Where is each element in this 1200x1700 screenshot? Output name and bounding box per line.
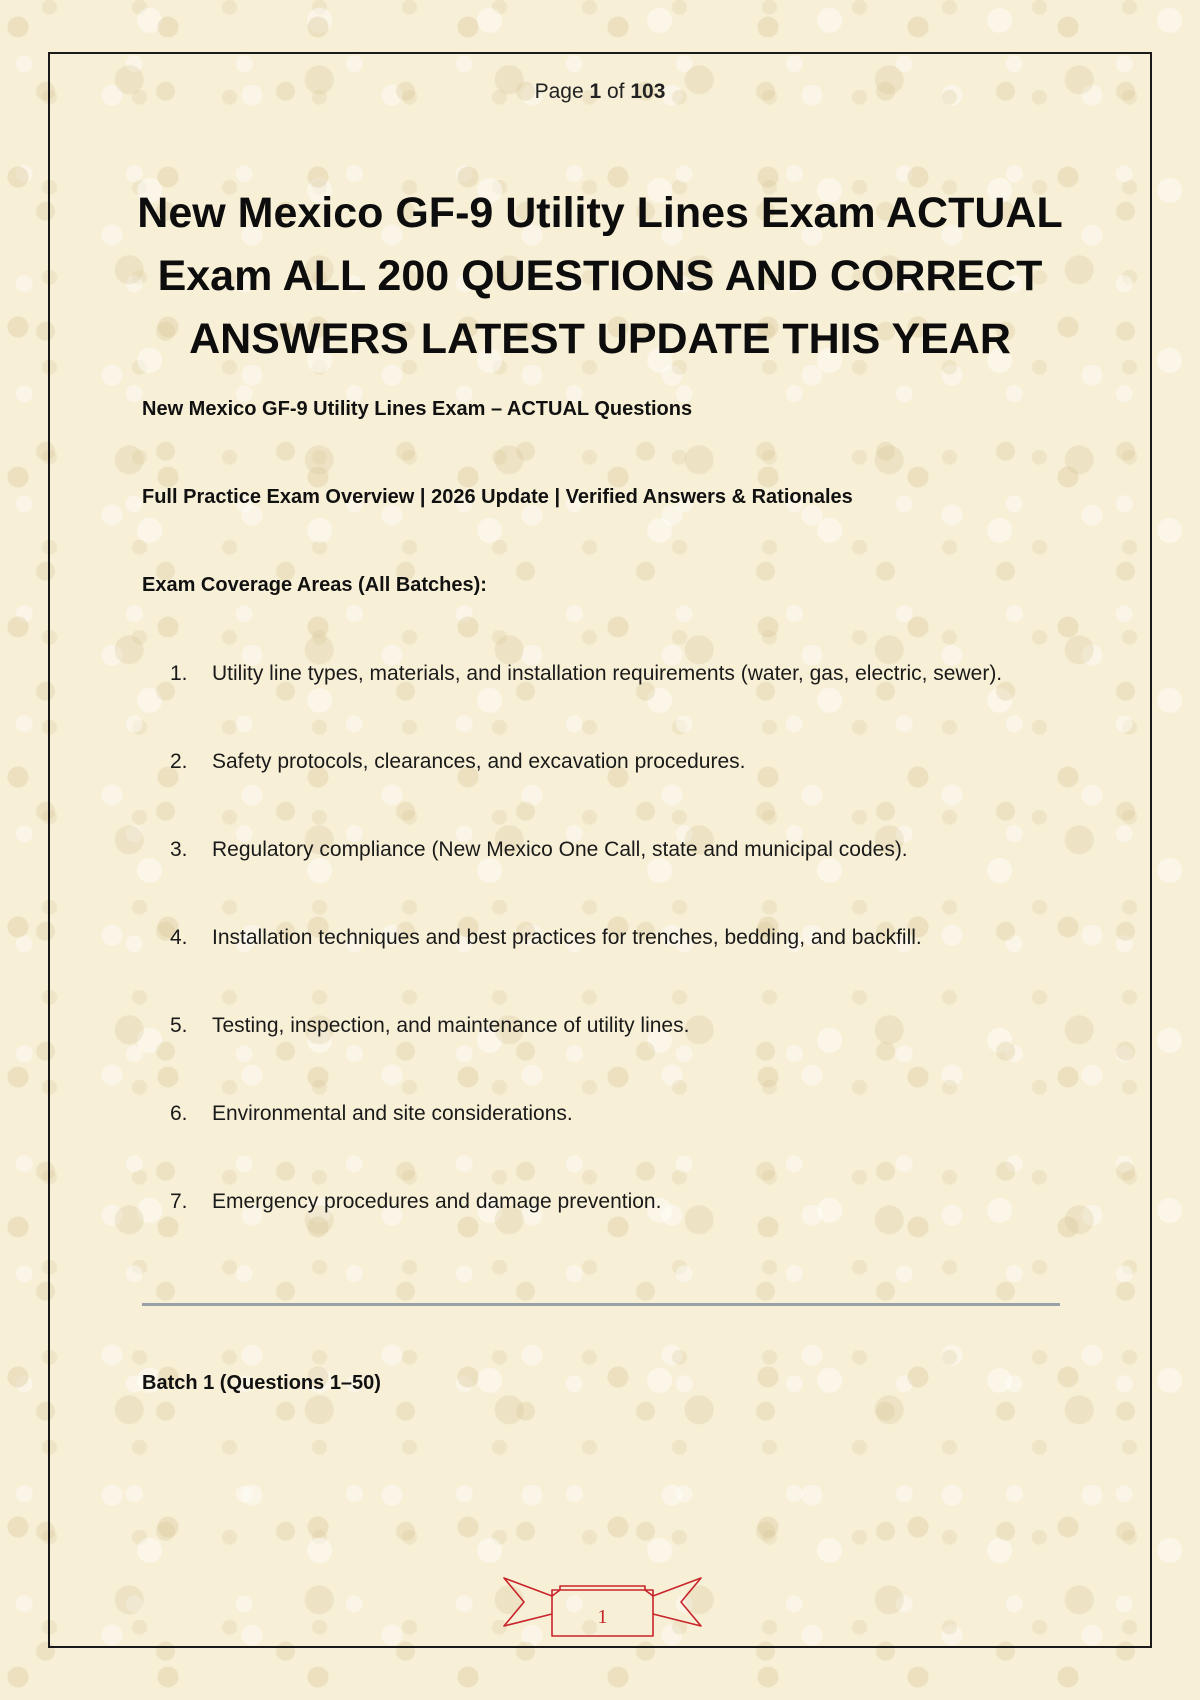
section-divider	[142, 1303, 1060, 1306]
list-item-text: Environmental and site considerations.	[212, 1102, 573, 1125]
list-item-number: 5.	[170, 1014, 188, 1037]
list-item	[170, 838, 1002, 926]
page-number-ribbon	[500, 1574, 705, 1640]
page-counter-separator: of	[607, 80, 625, 103]
batch-heading: Batch 1 (Questions 1–50)	[142, 1372, 381, 1394]
list-item	[170, 750, 1002, 838]
list-item-text: Installation techniques and best practices for trenches, bedding, and backfill.	[212, 926, 922, 949]
list-item-text: Safety protocols, clearances, and excavation procedures.	[212, 750, 746, 773]
list-item	[170, 926, 1002, 1014]
list-item-number: 1.	[170, 662, 188, 685]
list-item-number: 4.	[170, 926, 188, 949]
list-item-text: Regulatory compliance (New Mexico One Call, state and municipal codes).	[212, 838, 908, 861]
coverage-heading: Exam Coverage Areas (All Batches):	[142, 574, 487, 596]
list-item-text: Emergency procedures and damage prevention.	[212, 1190, 662, 1213]
page-counter	[0, 80, 1200, 104]
list-item-text: Utility line types, materials, and installation requirements (water, gas, electric, sewer).	[212, 662, 1003, 685]
list-item	[170, 1102, 1002, 1190]
list-item	[170, 1014, 1002, 1102]
list-item-number: 3.	[170, 838, 188, 861]
document-title: New Mexico GF-9 Utility Lines Exam ACTUAL Exam ALL 200 QUESTIONS AND CORRECT ANSWERS LATEST UPDATE THIS YEAR	[137, 189, 1063, 363]
list-item	[170, 1190, 1002, 1278]
list-item-number: 7.	[170, 1190, 188, 1213]
list-item-number: 2.	[170, 750, 188, 773]
overview-line: Full Practice Exam Overview | 2026 Update | Verified Answers & Rationales	[142, 486, 853, 508]
page-counter-prefix: Page	[534, 80, 584, 103]
total-page-count: 103	[630, 80, 666, 103]
footer-page-number: 1	[597, 1606, 608, 1628]
coverage-list	[170, 662, 1002, 1278]
list-item	[170, 662, 1002, 750]
list-item-number: 6.	[170, 1102, 188, 1125]
document-subtitle: New Mexico GF-9 Utility Lines Exam – ACTUAL Questions	[142, 398, 693, 420]
list-item-text: Testing, inspection, and maintenance of utility lines.	[212, 1014, 690, 1037]
current-page-number: 1	[589, 80, 602, 103]
